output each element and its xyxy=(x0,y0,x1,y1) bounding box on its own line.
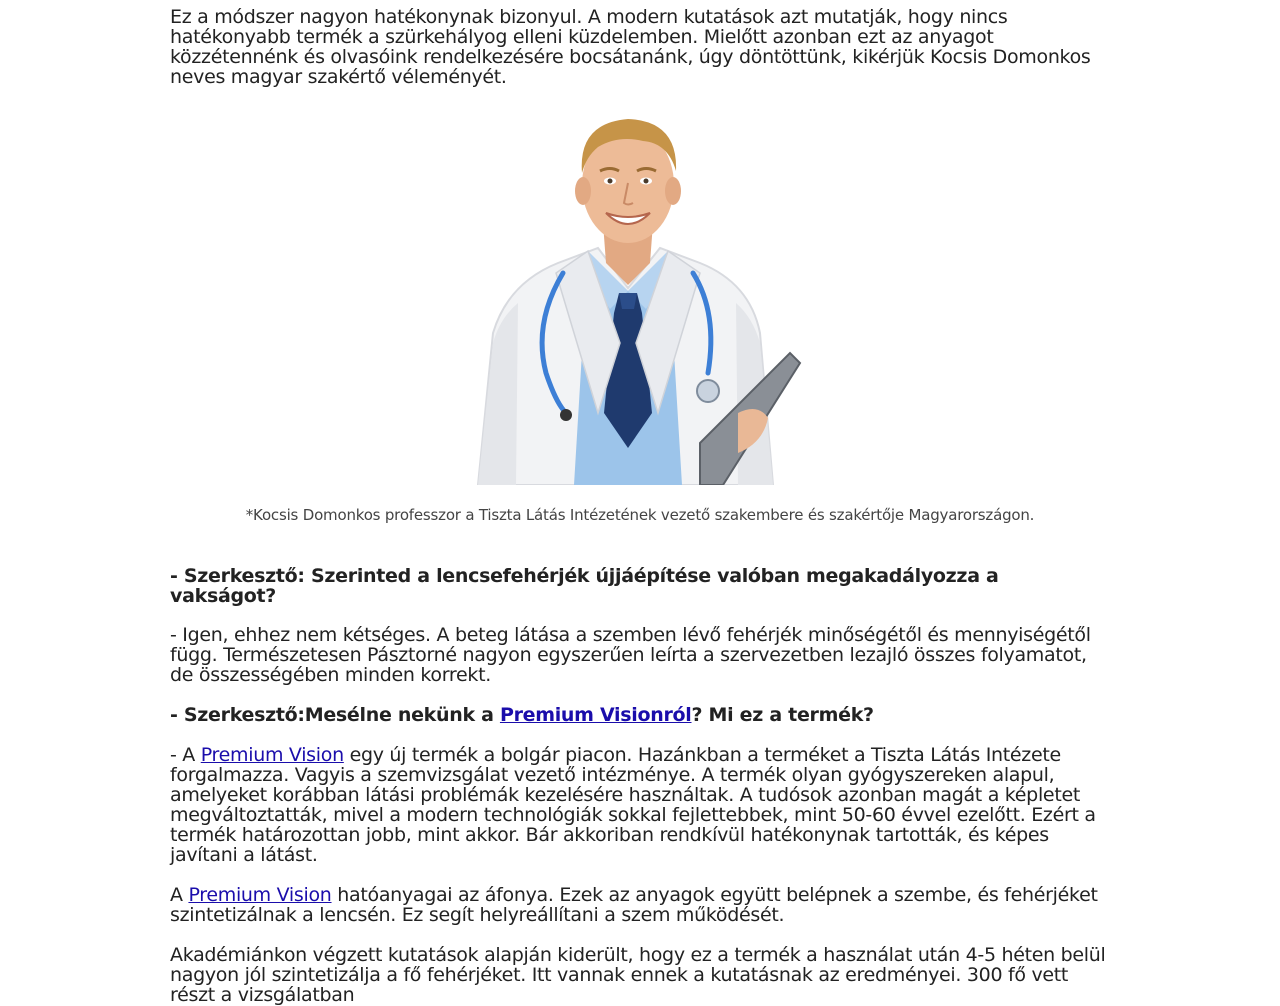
question-2-suffix: ? Mi ez a termék? xyxy=(691,704,874,726)
premium-vision-link-question[interactable]: Premium Visionról xyxy=(499,704,692,726)
answer-2-prefix: - A xyxy=(170,744,201,766)
ingredients-paragraph xyxy=(170,885,1110,925)
doctor-portrait-illustration xyxy=(438,113,818,485)
answer-2 xyxy=(170,745,1110,865)
figure-caption: *Kocsis Domonkos professzor a Tiszta Látás Intézetének vezető szakembere és szakértője Magyarországon. xyxy=(245,506,1035,524)
ingredients-prefix: A xyxy=(170,884,189,906)
question-2-prefix: - Szerkesztő:Mesélne nekünk a xyxy=(170,704,500,726)
ingredients-text: hatóanyagai az áfonya. Ezek az anyagok együtt belépnek a szembe, és fehérjéket szintetizálnak a lencsén. Ez segít helyreállítani a szem működését. xyxy=(170,884,1098,926)
doctor-figure xyxy=(170,113,1110,525)
answer-2-text: egy új termék a bolgár piacon. Hazánkban a terméket a Tiszta Látás Intézete forgalmazza. Vagyis a szemvizsgálat vezető intézménye. A termék olyan gyógyszereken alapul, amelyeket korábban látási problémák kezelésére használtak. A tudósok azonban magát a képletet megváltoztatták, mivel a modern technológiák sokkal fejlettebbek, mint 50-60 évvel ezelőtt. Ezért a termék határozottan jobb, mint akkor. Bár akkoriban rendkívül hatékonynak tartották, és képes javítani a látást. xyxy=(170,744,1096,866)
article-body xyxy=(170,0,1110,1005)
premium-vision-link-answer[interactable]: Premium Vision xyxy=(200,744,344,766)
answer-1: - Igen, ehhez nem kétséges. A beteg látása a szemben lévő fehérjék minőségétől és mennyiségétől függ. Természetesen Pásztorné nagyon egyszerűen leírta a szervezetben lezajló összes folyamatot, de összességében minden korrekt. xyxy=(170,624,1091,686)
question-1: - Szerkesztő: Szerinted a lencsefehérjék újjáépítése valóban megakadályozza a vakságot? xyxy=(170,565,999,607)
question-2 xyxy=(170,705,1110,725)
premium-vision-link-ingredients[interactable]: Premium Vision xyxy=(188,884,332,906)
research-paragraph: Akadémiánkon végzett kutatások alapján kiderült, hogy ez a termék a használat után 4-5 héten belül nagyon jól szintetizálja a fő fehérjéket. Itt vannak ennek a kutatásnak az eredményei. 300 fő vett részt a vizsgálatban xyxy=(170,944,1106,1006)
intro-paragraph: Ez a módszer nagyon hatékonynak bizonyul. A modern kutatások azt mutatják, hogy nincs hatékonyabb termék a szürkehályog elleni küzdelemben. Mielőtt azonban ezt az anyagot közzétennénk és olvasóink rendelkezésére bocsátanánk, úgy döntöttünk, kikérjük Kocsis Domonkos neves magyar szakértő véleményét. xyxy=(170,6,1091,88)
